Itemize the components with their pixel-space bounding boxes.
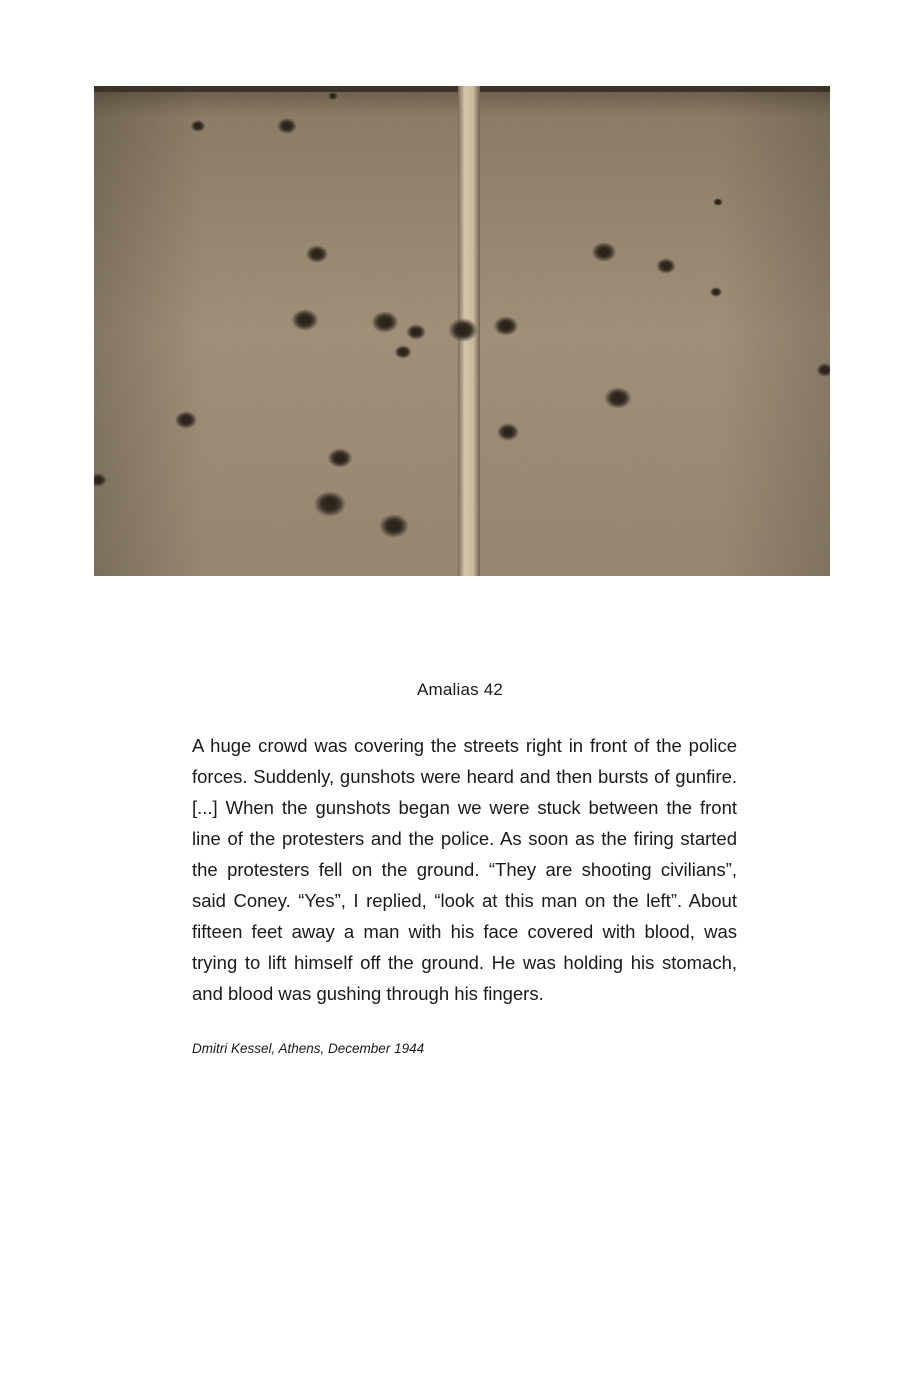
bullet-hole-core (336, 454, 345, 462)
bullet-hole-core (195, 124, 200, 129)
bullet-hole-core (95, 477, 101, 482)
bullet-hole-core (714, 290, 719, 294)
bullet-hole-core (613, 394, 623, 402)
bullet-hole-core (400, 349, 406, 354)
wall-photograph (94, 86, 830, 576)
bullet-hole-core (283, 123, 290, 129)
bullet-hole-core (600, 248, 609, 256)
bullet-hole-core (389, 521, 400, 530)
bullet-hole-core (380, 318, 390, 326)
bullet-hole-core (412, 329, 419, 335)
bullet-hole-core (331, 94, 335, 97)
bullet-hole-core (458, 325, 469, 334)
bullet-hole-core (300, 316, 310, 324)
bullet-hole-core (502, 322, 511, 330)
bullet-hole-core (182, 417, 190, 424)
bullet-hole-core (716, 200, 720, 203)
page-title: Amalias 42 (416, 680, 504, 699)
bullet-holes-image (94, 86, 830, 576)
quote-credit: Dmitri Kessel, Athens, December 1944 (192, 1041, 425, 1056)
bullet-hole-core (662, 263, 669, 269)
bullet-hole-core (822, 367, 828, 372)
bullet-hole-core (313, 251, 321, 258)
quote-paragraph: A huge crowd was covering the streets right in front of the police forces. Suddenly, gunshots were heard and then bursts of gunfire. [...] When the gunshots began we were stuck between the front line of the protesters and the police. As soon as the firing started the protesters fell on the ground. “They are shooting civilians”, said Coney. “Yes”, I replied, “look at this man on the left”. About fifteen feet away a man with his face covered with blood, was trying to lift himself off the ground. He was holding his stomach, and blood was gushing through his fingers. (192, 735, 737, 1004)
bullet-hole-core (504, 429, 512, 436)
bullet-hole-core (324, 499, 336, 509)
